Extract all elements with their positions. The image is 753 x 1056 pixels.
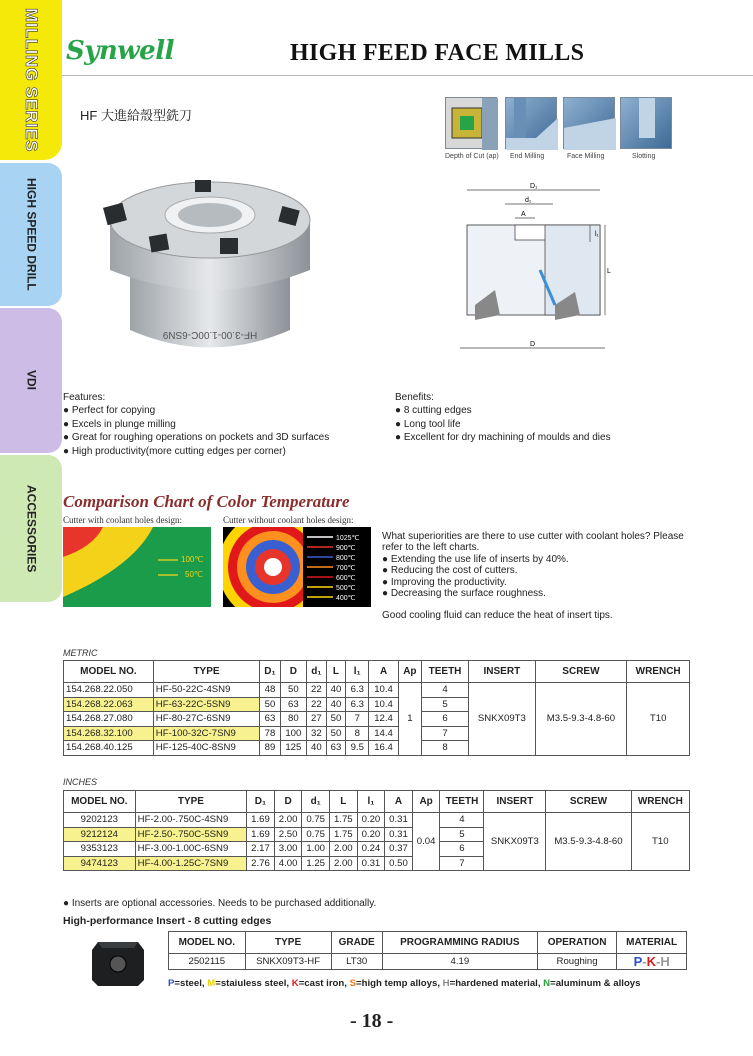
table-cell: 1.00 (302, 842, 330, 857)
inserts-note: ● Inserts are optional accessories. Needs to be purchased additionally. (63, 898, 377, 909)
table-cell: 0.31 (385, 827, 413, 842)
teeth-cell: 6 (440, 842, 484, 857)
table-cell: 2502115 (169, 954, 246, 970)
temp-label: 500℃ (336, 585, 356, 592)
table-cell: 63 (326, 741, 346, 756)
coolant-point: ● Extending the use life of inserts by 40%. (382, 553, 569, 565)
teeth-cell: 6 (421, 712, 468, 727)
temp-label: 600℃ (336, 575, 356, 582)
table-cell: 9202123 (64, 813, 136, 828)
column-header: D₁ (247, 791, 275, 813)
table-cell: 9353123 (64, 842, 136, 857)
op-label-slotting: Slotting (632, 153, 656, 160)
column-header: PROGRAMMING RADIUS (382, 932, 537, 954)
column-header: d₁ (307, 661, 327, 683)
tab-accessories-label: ACCESSORIES (24, 484, 39, 573)
face-milling-image (563, 97, 615, 149)
insert-cell: SNKX09T3 (484, 813, 546, 871)
table-cell: 154.268.40.125 (64, 741, 154, 756)
table-cell: HF-2.50-.750C-5SN9 (135, 827, 247, 842)
material-k: K (646, 954, 656, 969)
material-p: P (633, 954, 643, 969)
table-cell: Roughing (537, 954, 616, 970)
column-header: SCREW (535, 661, 627, 683)
table-cell: 154.268.22.063 (64, 697, 154, 712)
feature-item: ● Excels in plunge milling (63, 418, 176, 430)
table-cell: 0.50 (385, 856, 413, 871)
column-header: TYPE (153, 661, 259, 683)
legend-code: H (442, 978, 450, 989)
table-cell: HF-100-32C-7SN9 (153, 726, 259, 741)
table-cell: 0.20 (357, 813, 385, 828)
insert-title: High-performance Insert - 8 cutting edges (63, 915, 272, 927)
table-cell: 2.00 (330, 842, 358, 857)
table-cell: 22 (307, 683, 327, 698)
table-cell: LT30 (331, 954, 382, 970)
table-cell: 2.50 (274, 827, 302, 842)
wrench-cell: T10 (627, 683, 690, 756)
legend-text: =staiuless steel, (215, 978, 292, 989)
metric-spec-table (63, 660, 690, 756)
teeth-cell: 7 (421, 726, 468, 741)
coolant-point: ● Improving the productivity. (382, 576, 507, 588)
legend-text: =hardened material, (449, 978, 544, 989)
material-cell (617, 954, 687, 970)
dim-D1-label: D₁ (530, 183, 538, 190)
legend-code: S (349, 978, 357, 989)
material-sep: - (642, 954, 647, 969)
table-cell: 63 (280, 697, 306, 712)
page-number: - 18 - (350, 1010, 394, 1032)
table-cell: 40 (326, 697, 346, 712)
table-cell: HF-4.00-1.25C-7SN9 (135, 856, 247, 871)
dim-d1-label: d₁ (525, 197, 532, 204)
page-title: HIGH FEED FACE MILLS (290, 40, 585, 66)
table-cell: 48 (260, 683, 280, 698)
table-cell: 10.4 (369, 683, 399, 698)
benefit-item: ● Long tool life (395, 418, 461, 430)
coolant-point: ● Decreasing the surface roughness. (382, 588, 546, 600)
table-cell: 154.268.22.050 (64, 683, 154, 698)
table-cell: 12.4 (369, 712, 399, 727)
teeth-cell: 4 (421, 683, 468, 698)
dim-A-label: A (521, 211, 526, 218)
table-cell: 40 (326, 683, 346, 698)
table-cell: 0.75 (302, 813, 330, 828)
legend-text: =steel, (174, 978, 208, 989)
material-sep: - (655, 954, 661, 969)
temp-label: 800℃ (336, 555, 356, 562)
insert-cell: SNKX09T3 (469, 683, 535, 756)
temp-label: 1025℃ (336, 535, 360, 542)
column-header: D (274, 791, 302, 813)
insert-spec-table (168, 931, 687, 970)
table-cell: 9474123 (64, 856, 136, 871)
end-milling-image (505, 97, 557, 149)
table-cell: 1.75 (330, 827, 358, 842)
inches-spec-table (63, 790, 690, 871)
wrench-cell: T10 (631, 813, 689, 871)
table-cell: HF-125-40C-8SN9 (153, 741, 259, 756)
table-cell: 100 (280, 726, 306, 741)
coolant-point: ● Reducing the cost of cutters. (382, 565, 518, 577)
table-cell: 78 (260, 726, 280, 741)
column-header: l₁ (346, 661, 369, 683)
legend-text: =high temp alloys, (356, 978, 443, 989)
tab-vdi-label: VDI (24, 370, 39, 391)
table-cell: 2.76 (247, 856, 275, 871)
benefits-heading: Benefits: (395, 392, 434, 403)
table-cell: 0.31 (357, 856, 385, 871)
header-divider (62, 75, 753, 76)
insert-image (88, 938, 148, 990)
column-header: GRADE (331, 932, 382, 954)
table-row (64, 813, 690, 828)
material-h: H (660, 954, 670, 969)
legend-code: P (168, 978, 175, 989)
column-header: MODEL NO. (169, 932, 246, 954)
table-cell: 32 (307, 726, 327, 741)
column-header: SCREW (546, 791, 631, 813)
table-cell: 50 (280, 683, 306, 698)
table-cell: 50 (326, 712, 346, 727)
legend-code: N (543, 978, 551, 989)
teeth-cell: 5 (421, 697, 468, 712)
table-cell: SNKX09T3-HF (245, 954, 331, 970)
temp-label: 700℃ (336, 565, 356, 572)
table-cell: 1.75 (330, 813, 358, 828)
temp-50: 50℃ (185, 570, 203, 579)
table-cell: 3.00 (274, 842, 302, 857)
tab-high-speed-drill[interactable] (0, 163, 62, 306)
teeth-cell: 8 (421, 741, 468, 756)
metric-label: METRIC (63, 648, 98, 658)
coolant-closing: Good cooling fluid can reduce the heat of insert tips. (382, 610, 613, 622)
column-header: WRENCH (631, 791, 689, 813)
temp-label: 900℃ (336, 545, 356, 552)
benefits-list (395, 391, 611, 445)
table-cell: HF-50-22C-4SN9 (153, 683, 259, 698)
table-row (64, 683, 690, 698)
teeth-cell: 5 (440, 827, 484, 842)
feature-item: ● High productivity(more cutting edges per corner) (63, 445, 286, 457)
op-label-face-milling: Face Milling (567, 153, 605, 160)
coolant-question: What superiorities are there to use cutter with coolant holes? Please refer to the left charts. (382, 531, 684, 554)
benefit-item: ● 8 cutting edges (395, 405, 472, 417)
tab-milling-label: MILLING SERIES (21, 8, 41, 152)
op-label-depth: Depth of Cut (ap) (445, 153, 499, 160)
table-cell: 1.69 (247, 813, 275, 828)
column-header: MATERIAL (617, 932, 687, 954)
table-cell: 0.31 (385, 813, 413, 828)
table-cell: HF-3.00-1.00C-6SN9 (135, 842, 247, 857)
brand-logo: Synwell (66, 36, 174, 66)
table-cell: 154.268.27.080 (64, 712, 154, 727)
tab-milling-series[interactable] (0, 0, 62, 160)
table-cell: 1.25 (302, 856, 330, 871)
ap-cell: 0.04 (412, 813, 440, 871)
table-cell: 4.19 (382, 954, 537, 970)
table-cell: 16.4 (369, 741, 399, 756)
comparison-title: Comparison Chart of Color Temperature (63, 492, 350, 511)
features-list (63, 391, 329, 458)
with-coolant-caption: Cutter with coolant holes design: (63, 515, 182, 525)
column-header: A (385, 791, 413, 813)
table-cell: 0.37 (385, 842, 413, 857)
tab-accessories[interactable] (0, 455, 62, 602)
table-cell: 1.69 (247, 827, 275, 842)
dim-L-label: L (607, 268, 611, 275)
legend-code: K (291, 978, 299, 989)
teeth-cell: 7 (440, 856, 484, 871)
ap-cell: 1 (398, 683, 421, 756)
column-header: INSERT (484, 791, 546, 813)
table-cell: 6.3 (346, 697, 369, 712)
column-header: l₁ (357, 791, 385, 813)
table-cell: 9.5 (346, 741, 369, 756)
column-header: TEETH (440, 791, 484, 813)
column-header: INSERT (469, 661, 535, 683)
feature-item: ● Perfect for copying (63, 405, 156, 417)
table-cell: 9212124 (64, 827, 136, 842)
table-cell: 80 (280, 712, 306, 727)
table-cell: 125 (280, 741, 306, 756)
table-cell: 50 (326, 726, 346, 741)
table-cell: 0.20 (357, 827, 385, 842)
slotting-image (620, 97, 672, 149)
column-header: TYPE (245, 932, 331, 954)
table-cell: 2.17 (247, 842, 275, 857)
table-cell: 50 (260, 697, 280, 712)
without-coolant-caption: Cutter without coolant holes design: (223, 515, 354, 525)
legend-text: =cast iron, (298, 978, 350, 989)
op-label-end-milling: End Milling (510, 153, 545, 160)
dim-l1-label: l₁ (595, 231, 599, 238)
material-legend (168, 978, 640, 989)
face-mill-cutter-image (100, 160, 320, 355)
column-header: L (326, 661, 346, 683)
table-cell: 10.4 (369, 697, 399, 712)
table-cell: 2.00 (330, 856, 358, 871)
table-cell: 154.268.32.100 (64, 726, 154, 741)
table-cell: 40 (307, 741, 327, 756)
feature-item: ● Great for roughing operations on pockets and 3D surfaces (63, 432, 330, 444)
table-cell: 4.00 (274, 856, 302, 871)
table-cell: HF-80-27C-6SN9 (153, 712, 259, 727)
thermal-image-with-coolant (63, 527, 211, 607)
column-header: TYPE (135, 791, 247, 813)
temp-100: 100℃ (181, 555, 204, 564)
column-header: WRENCH (627, 661, 690, 683)
temp-label: 400℃ (336, 595, 356, 602)
teeth-cell: 4 (440, 813, 484, 828)
table-cell: 0.75 (302, 827, 330, 842)
column-header: D (280, 661, 306, 683)
page-subtitle: HF 大進給殼型銑刀 (80, 108, 192, 123)
table-cell: 2.00 (274, 813, 302, 828)
column-header: TEETH (421, 661, 468, 683)
table-cell: 0.24 (357, 842, 385, 857)
tab-vdi[interactable] (0, 308, 62, 453)
column-header: Ap (398, 661, 421, 683)
table-cell: 6.3 (346, 683, 369, 698)
column-header: d₁ (302, 791, 330, 813)
inches-label: INCHES (63, 777, 98, 787)
coolant-explanation (382, 531, 702, 622)
column-header: L (330, 791, 358, 813)
table-cell: 89 (260, 741, 280, 756)
dim-D-label: D (530, 341, 536, 348)
screw-cell: M3.5-9.3-4.8-60 (546, 813, 631, 871)
column-header: A (369, 661, 399, 683)
column-header: Ap (412, 791, 440, 813)
column-header: MODEL NO. (64, 661, 154, 683)
svg-text:HF-3.00-1.00C-6SN9: HF-3.00-1.00C-6SN9 (162, 329, 258, 340)
table-cell: HF-2.00-.750C-4SN9 (135, 813, 247, 828)
dimension-drawing (455, 180, 615, 360)
benefit-item: ● Excellent for dry machining of moulds and dies (395, 432, 611, 444)
table-cell: 7 (346, 712, 369, 727)
thermal-image-without-coolant (223, 527, 371, 607)
column-header: D₁ (260, 661, 280, 683)
column-header: OPERATION (537, 932, 616, 954)
table-cell: 8 (346, 726, 369, 741)
table-cell: HF-63-22C-5SN9 (153, 697, 259, 712)
screw-cell: M3.5-9.3-4.8-60 (535, 683, 627, 756)
column-header: MODEL NO. (64, 791, 136, 813)
features-heading: Features: (63, 392, 106, 403)
legend-code: M (207, 978, 216, 989)
depth-of-cut-image (445, 97, 497, 149)
tab-drill-label: HIGH SPEED DRILL (24, 178, 39, 291)
table-cell: 22 (307, 697, 327, 712)
table-cell: 27 (307, 712, 327, 727)
table-cell: 14.4 (369, 726, 399, 741)
table-cell: 63 (260, 712, 280, 727)
legend-text: =aluminum & alloys (550, 978, 641, 989)
